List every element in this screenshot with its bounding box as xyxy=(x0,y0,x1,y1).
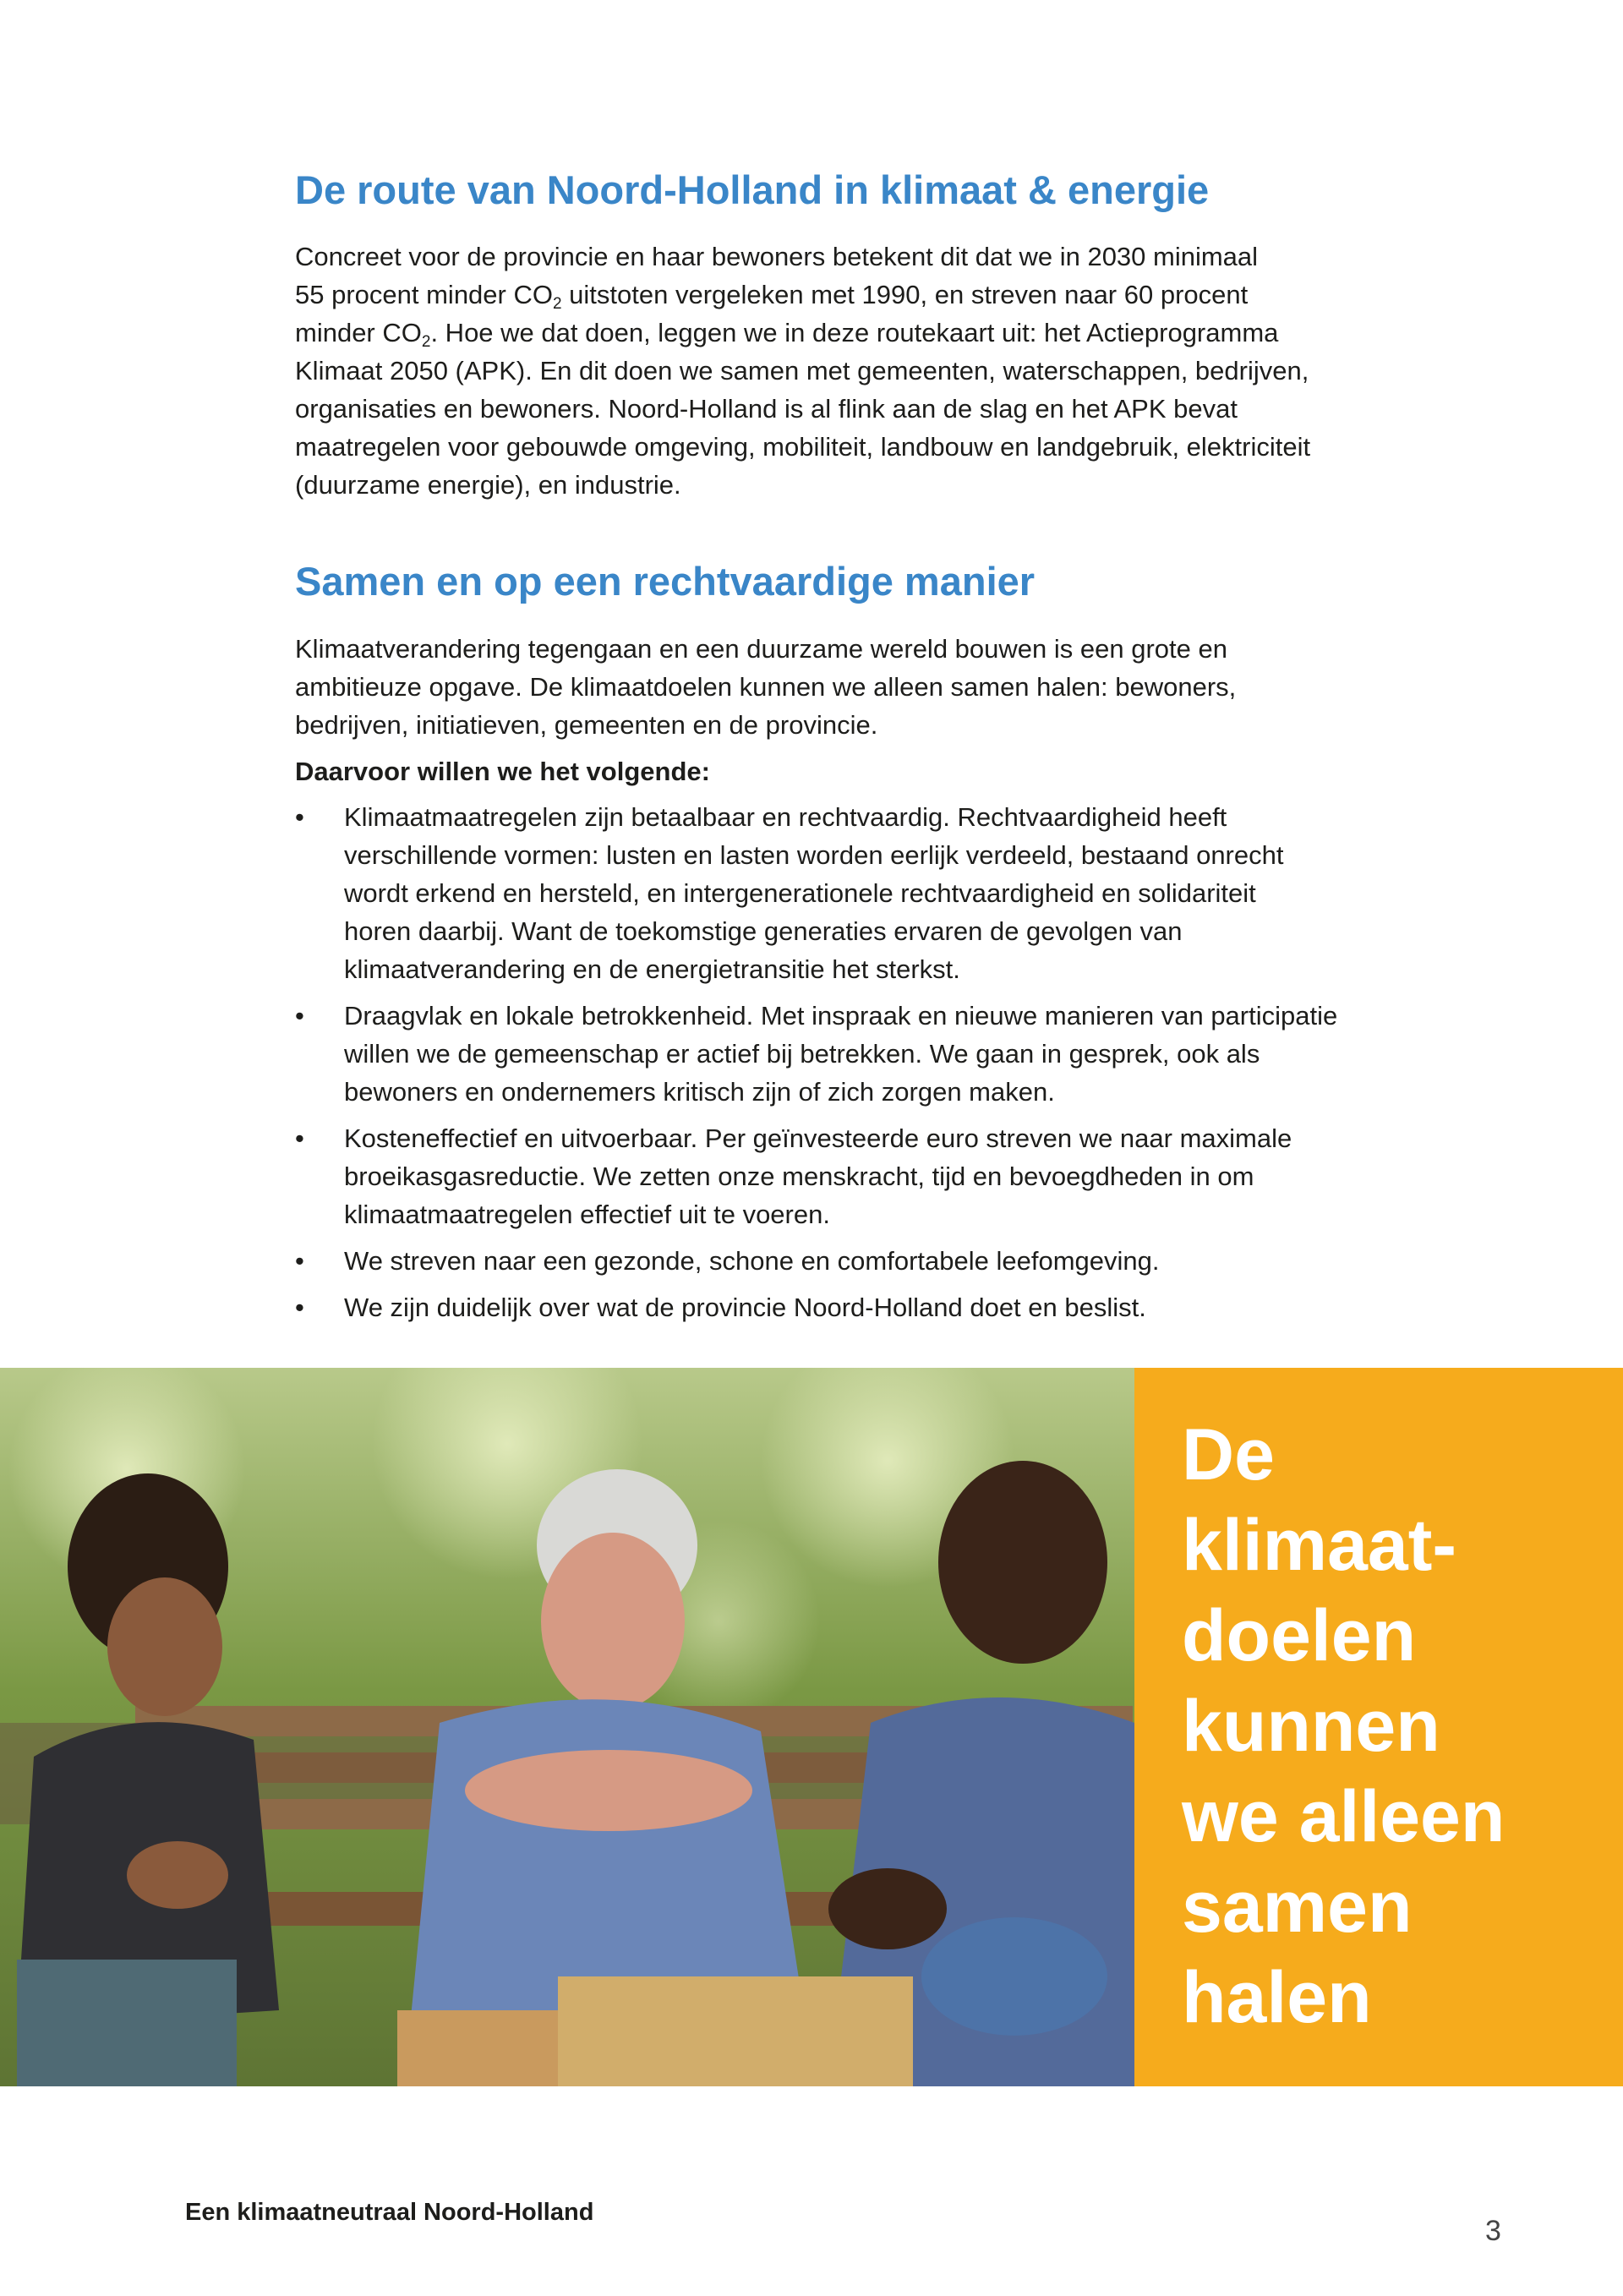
bullet-line: Draagvlak en lokale betrokkenheid. Met inspraak en nieuwe manieren van participatie xyxy=(344,1001,1338,1030)
footer-title: Een klimaatneutraal Noord-Holland xyxy=(185,2199,594,2226)
bullet-line: verschillende vormen: lusten en lasten worden eerlijk verdeeld, bestaand onrecht xyxy=(344,840,1284,870)
bullet-item xyxy=(295,798,1385,988)
bullet-dot-icon: • xyxy=(295,802,304,832)
bullet-line: We zijn duidelijk over wat de provincie Noord-Holland doet en beslist. xyxy=(344,1293,1146,1322)
callout-line: samen xyxy=(1182,1867,1413,1948)
para-line: Concreet voor de provincie en haar bewoners betekent dit dat we in 2030 minimaal xyxy=(295,242,1259,271)
para-line: organisaties en bewoners. Noord-Holland is al flink aan de slag en het APK bevat xyxy=(295,394,1238,424)
bullet-item xyxy=(295,997,1385,1111)
para-line: 55 procent minder $CO_2$ uitstoten vergeleken met 1990, en streven naar 60 procent xyxy=(295,280,1249,313)
bullet-item xyxy=(295,1119,1385,1233)
callout-line: we alleen xyxy=(1182,1776,1506,1857)
bullet-line: broeikasgasreductie. We zetten onze menskracht, tijd en bevoegdheden in om xyxy=(344,1162,1254,1191)
bullet-line: Klimaatmaatregelen zijn betaalbaar en rechtvaardig. Rechtvaardigheid heeft xyxy=(344,802,1227,832)
bullet-line: klimaatverandering en de energietransitie het sterkst. xyxy=(344,954,960,984)
para-line: maatregelen voor gebouwde omgeving, mobiliteit, landbouw en landgebruik, elektriciteit xyxy=(295,432,1311,462)
photo-people-on-bench xyxy=(0,1368,1134,2086)
route-paragraph xyxy=(295,238,1369,504)
para-line: Klimaatverandering tegengaan en een duurzame wereld bouwen is een grote en xyxy=(295,634,1227,664)
bullet-dot-icon: • xyxy=(295,1246,304,1276)
callout-line: De xyxy=(1182,1414,1275,1495)
bullet-line: wordt erkend en hersteld, en intergenerationele rechtvaardigheid en solidariteit xyxy=(344,878,1256,908)
para-line: minder $CO_2$. Hoe we dat doen, leggen we in deze routekaart uit: het Actieprogramma xyxy=(295,318,1279,351)
samen-paragraph xyxy=(295,630,1369,744)
bullet-line: horen daarbij. Want de toekomstige generaties ervaren de gevolgen van xyxy=(344,916,1183,946)
bullet-line: klimaatmaatregelen effectief uit te voeren. xyxy=(344,1200,830,1229)
bullet-dot-icon: • xyxy=(295,1293,304,1322)
bullet-line: Kosteneffectief en uitvoerbaar. Per geïnvesteerde euro streven we naar maximale xyxy=(344,1123,1292,1153)
bullet-line: bewoners en ondernemers kritisch zijn of zich zorgen maken. xyxy=(344,1077,1055,1107)
page-number: 3 xyxy=(1485,2215,1501,2247)
bullet-intro: Daarvoor willen we het volgende: xyxy=(295,757,710,786)
callout-line: doelen xyxy=(1182,1595,1417,1676)
bullet-list xyxy=(295,798,1385,1335)
para-line: (duurzame energie), en industrie. xyxy=(295,470,681,500)
bullet-item xyxy=(295,1288,1385,1326)
section-heading-samen: Samen en op een rechtvaardige manier xyxy=(295,559,1036,604)
bullet-line: willen we de gemeenschap er actief bij betrekken. We gaan in gesprek, ook als xyxy=(344,1039,1260,1069)
callout-line: halen xyxy=(1182,1957,1372,2038)
section-heading-route: De route van Noord-Holland in klimaat & energie xyxy=(295,167,1210,212)
callout-text xyxy=(1182,1410,1505,2043)
para-line: bedrijven, initiatieven, gemeenten en de provincie. xyxy=(295,710,878,740)
photo-illustration xyxy=(0,1368,1134,2086)
callout-line: klimaat- xyxy=(1182,1505,1457,1586)
bullet-item xyxy=(295,1242,1385,1280)
bullet-dot-icon: • xyxy=(295,1001,304,1030)
bullet-dot-icon: • xyxy=(295,1123,304,1153)
para-line: ambitieuze opgave. De klimaatdoelen kunnen we alleen samen halen: bewoners, xyxy=(295,672,1237,702)
bullet-line: We streven naar een gezonde, schone en comfortabele leefomgeving. xyxy=(344,1246,1160,1276)
para-line: Klimaat 2050 (APK). En dit doen we samen met gemeenten, waterschappen, bedrijven, xyxy=(295,356,1309,385)
callout-line: kunnen xyxy=(1182,1686,1440,1767)
quote-callout xyxy=(1134,1368,1623,2086)
